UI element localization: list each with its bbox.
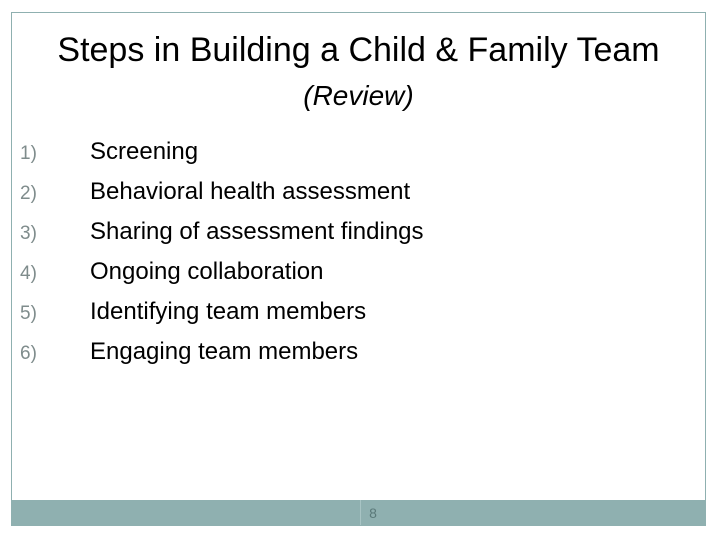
step-number: 1) [20, 143, 37, 164]
step-item [0, 212, 720, 252]
step-number: 2) [20, 183, 37, 204]
step-text: Screening [90, 138, 199, 165]
page-number: 8 [360, 500, 385, 525]
slide-subtitle: (Review) [303, 80, 414, 111]
step-text: Engaging team members [90, 338, 359, 365]
step-text: Identifying team members [90, 298, 367, 325]
steps-list [0, 132, 720, 372]
step-text: Sharing of assessment findings [90, 218, 424, 245]
step-number: 4) [20, 263, 37, 284]
step-number: 5) [20, 303, 37, 324]
step-item [0, 292, 720, 332]
step-item [0, 252, 720, 292]
step-number: 6) [20, 343, 37, 364]
step-item [0, 332, 720, 372]
step-text: Ongoing collaboration [90, 258, 324, 285]
footer-bar [12, 500, 705, 525]
step-item [0, 132, 720, 172]
step-item [0, 172, 720, 212]
step-number: 3) [20, 223, 37, 244]
step-text: Behavioral health assessment [90, 178, 411, 205]
slide-title: Steps in Building a Child & Family Team [57, 31, 660, 69]
